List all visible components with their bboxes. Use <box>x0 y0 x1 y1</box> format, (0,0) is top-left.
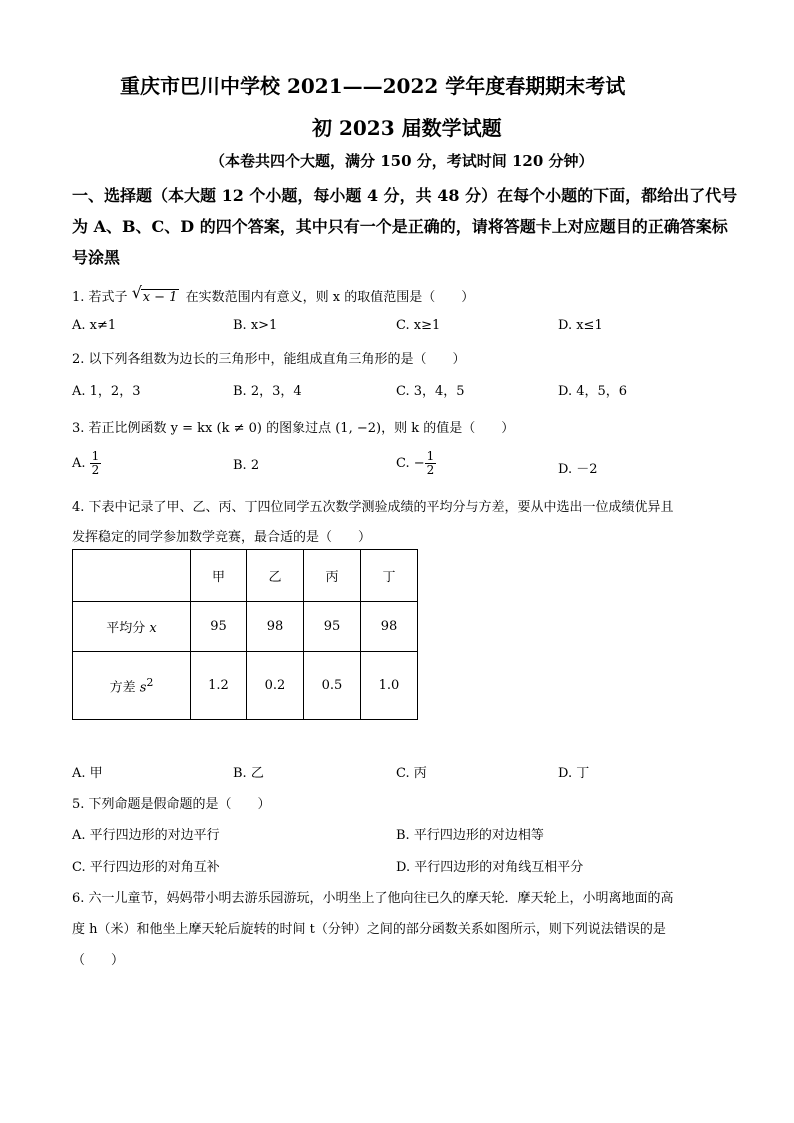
table-row-label <box>73 602 191 652</box>
fraction <box>425 450 437 477</box>
q3-option-a <box>72 450 101 477</box>
table-cell: 1.2 <box>191 652 247 720</box>
question-4-line1: 4. 下表中记录了甲、乙、丙、丁四位同学五次数学测验成绩的平均分与方差，要从中选出一位成绩优异且 <box>72 500 674 515</box>
q3-option-c-label: C. <box>396 456 410 471</box>
table-cell: 98 <box>247 602 304 652</box>
section1-line3: 号涂黑 <box>72 248 121 267</box>
table-cell: 95 <box>304 602 361 652</box>
q1-suffix: 在实数范围内有意义，则 x 的取值范围是（ ） <box>185 290 475 305</box>
sqrt-expression: √ x − 1 <box>131 283 178 305</box>
section1-line2: 为 A、B、C、D 的四个答案，其中只有一个是正确的，请将答题卡上对应题目的正确答案标 <box>72 217 728 236</box>
q3-option-a-label: A. <box>72 456 86 471</box>
q5-option-b: B. 平行四边形的对边相等 <box>396 828 544 843</box>
q3-option-d: D. －2 <box>558 462 598 477</box>
question-5: 5. 下列命题是假命题的是（ ） <box>72 797 271 812</box>
q5-option-d: D. 平行四边形的对角线互相平分 <box>396 860 584 875</box>
mean-symbol: x <box>149 621 157 636</box>
q1-option-a: A. x≠1 <box>72 318 117 333</box>
fraction <box>90 450 102 477</box>
table-header-row <box>73 550 418 602</box>
exam-subject-title: 初 2023 届数学试题 <box>312 116 502 140</box>
q2-option-d: D. 4，5，6 <box>558 384 628 399</box>
table-row-label <box>73 652 191 720</box>
q5-option-c: C. 平行四边形的对角互补 <box>72 860 220 875</box>
q3-option-c <box>396 450 436 477</box>
table-cell: 1.0 <box>361 652 418 720</box>
exam-subtitle: （本卷共四个大题，满分 150 分，考试时间 120 分钟） <box>210 152 594 170</box>
table-cell: 0.5 <box>304 652 361 720</box>
q2-option-c: C. 3，4，5 <box>396 384 465 399</box>
question-2: 2. 以下列各组数为边长的三角形中，能组成直角三角形的是（ ） <box>72 352 466 367</box>
row-label-text: 平均分 <box>106 621 146 636</box>
fraction-denominator: 2 <box>91 463 100 477</box>
table-header-cell: 丙 <box>304 550 361 602</box>
question-4-line2: 发挥稳定的同学参加数学竞赛，最合适的是（ ） <box>72 530 372 545</box>
q4-option-c: C. 丙 <box>396 766 427 781</box>
q1-radicand: x − 1 <box>142 290 178 305</box>
q1-prefix: 1. 若式子 <box>72 290 128 305</box>
q2-option-b: B. 2，3，4 <box>233 384 302 399</box>
q3-option-b: B. 2 <box>233 458 260 473</box>
section1-line1: 一、选择题（本大题 12 个小题，每小题 4 分，共 48 分）在每个小题的下面，都给出了代号 <box>72 186 738 205</box>
fraction-denominator: 2 <box>426 463 435 477</box>
question-1 <box>72 283 475 305</box>
q4-option-d: D. 丁 <box>558 766 590 781</box>
table-header-cell: 甲 <box>191 550 247 602</box>
q3-option-c-sign: − <box>413 456 425 471</box>
q1-option-b: B. x>1 <box>233 318 278 333</box>
table-row <box>73 652 418 720</box>
table-header-cell: 乙 <box>247 550 304 602</box>
q5-option-a: A. 平行四边形的对边平行 <box>72 828 220 843</box>
variance-symbol: s <box>139 680 147 696</box>
q4-option-b: B. 乙 <box>233 766 264 781</box>
table-cell: 95 <box>191 602 247 652</box>
variance-exponent: 2 <box>146 675 154 689</box>
row-label-text: 方差 <box>109 680 136 696</box>
table-cell: 0.2 <box>247 652 304 720</box>
question-3: 3. 若正比例函数 y = kx (k ≠ 0) 的图象过点 (1, −2)，则 k 的值是（ ） <box>72 421 515 436</box>
table-row <box>73 602 418 652</box>
fraction-numerator: 1 <box>426 449 435 463</box>
score-table <box>72 549 418 720</box>
q1-option-c: C. x≥1 <box>396 318 441 333</box>
q4-option-a: A. 甲 <box>72 766 103 781</box>
table-header-cell: 丁 <box>361 550 418 602</box>
table-cell: 98 <box>361 602 418 652</box>
question-6-line1: 6. 六一儿童节，妈妈带小明去游乐园游玩，小明坐上了他向往已久的摩天轮．摩天轮上，小明离地面的高 <box>72 891 674 906</box>
question-6-line3: （ ） <box>72 953 125 968</box>
q1-option-d: D. x≤1 <box>558 318 603 333</box>
q2-option-a: A. 1，2，3 <box>72 384 141 399</box>
fraction-numerator: 1 <box>91 449 100 463</box>
question-6-line2: 度 h（米）和他坐上摩天轮后旋转的时间 t（分钟）之间的部分函数关系如图所示，则下列说法错误的是 <box>72 922 666 937</box>
table-header-cell <box>73 550 191 602</box>
exam-title: 重庆市巴川中学校 2021——2022 学年度春期期末考试 <box>120 74 626 98</box>
